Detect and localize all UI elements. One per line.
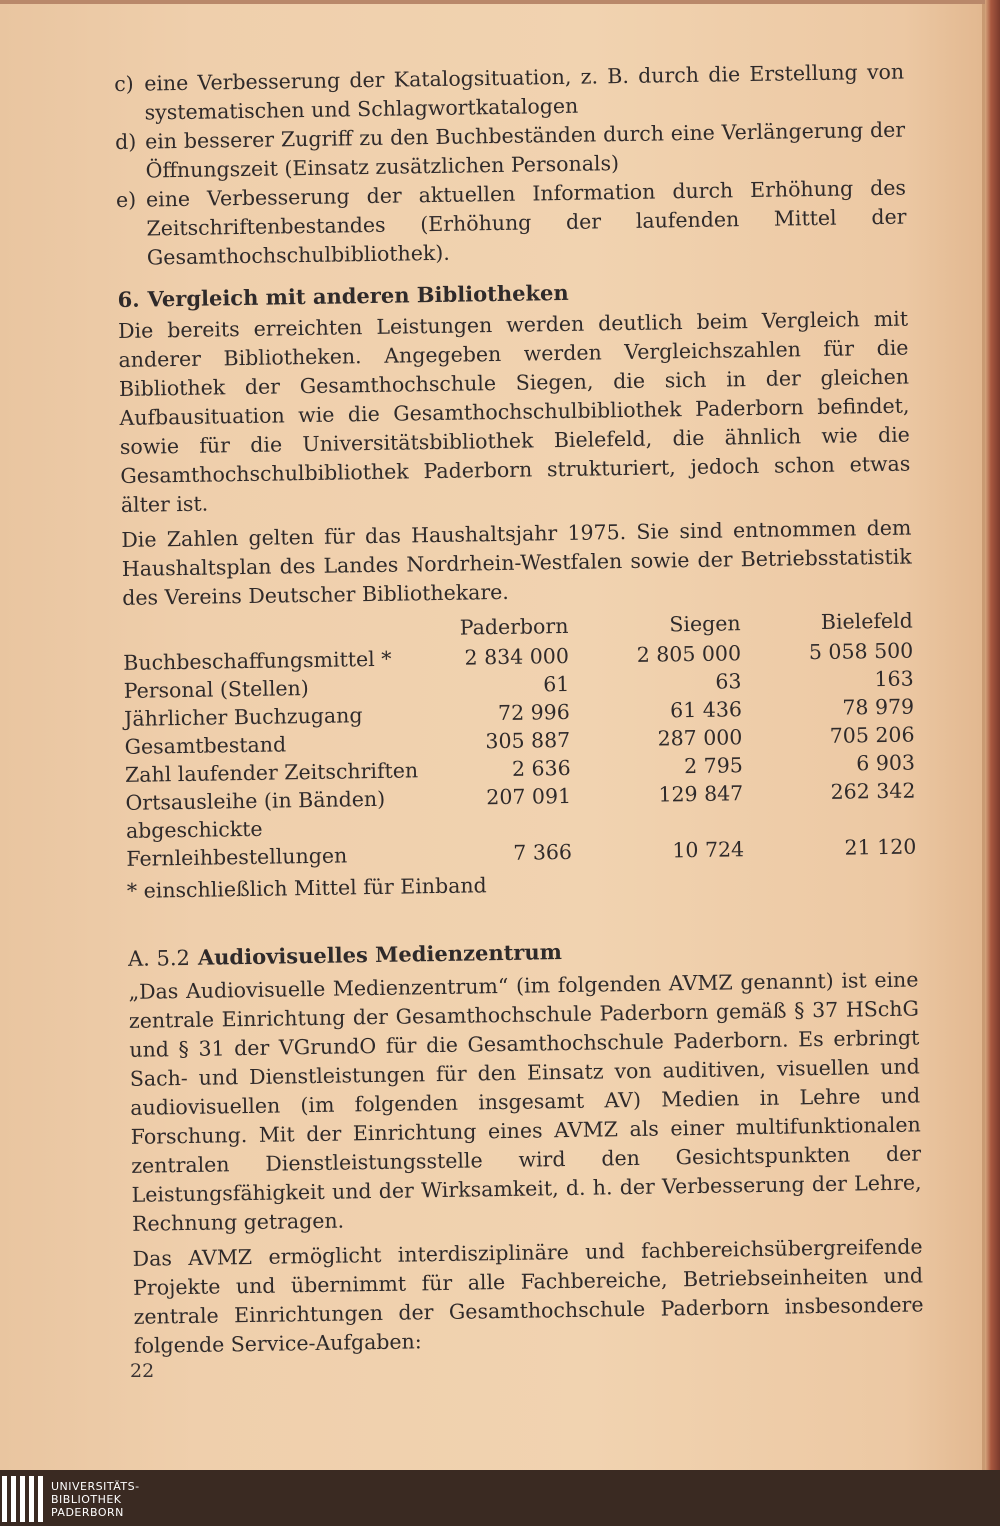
page-top-edge	[0, 0, 985, 4]
column-header-bielefeld: Bielefeld	[820, 608, 913, 634]
logo-text: UNIVERSITÄTS- BIBLIOTHEK PADERBORN	[51, 1479, 140, 1519]
section-title: Vergleich mit anderen Bibliotheken	[147, 279, 569, 312]
list-text: ein besserer Zugriff zu den Buchbeständen durch eine Verlängerung der Öffnungszeit (Einsatz zusätzlichen Personals)	[144, 117, 906, 183]
cell-paderborn: 2 834 000	[464, 643, 570, 670]
cell-siegen: 129 847	[658, 781, 744, 807]
cell-paderborn: 207 091	[486, 783, 572, 810]
section-6-paragraph-1: Die bereits erreichten Leistungen werden deutlich beim Vergleich mit anderer Bibliotheken. Angegeben werden Vergleichszahlen für die Bibliothek der Gesamthochschule Siegen, die sich in der gleichen Aufbausituation wie die Gesamthochschulbibliothek Paderborn befindet, sowie für die Universitätsbibliothek Bielefeld, die ähnlich wie die Gesamthochschulbibliothek Paderborn strukturiert, jedoch schon etwas älter ist.	[117, 306, 911, 517]
list-marker: d)	[114, 129, 137, 154]
section-a52-paragraph-2: Das AVMZ ermöglicht interdisziplinäre und fachbereichsübergreifende Projekte und übernimmt für alle Fachbereiche, Betriebseinheiten und zentrale Einrichtungen der Gesamthochschule Paderborn insbesondere folgende Service-Aufgaben:	[132, 1234, 924, 1358]
cell-siegen: 2 795	[683, 753, 743, 779]
cell-siegen: 2 805 000	[636, 641, 742, 667]
section-number: A. 5.2	[127, 945, 191, 971]
logo-bars-icon	[2, 1476, 43, 1522]
page-number: 22	[130, 1360, 155, 1382]
list-marker: c)	[114, 71, 134, 96]
cell-bielefeld: 78 979	[842, 694, 915, 720]
list-text: eine Verbesserung der Katalogsituation, z. B. durch die Erstellung von systematischen und Schlagwortkatalogen	[144, 59, 905, 125]
row-label: Gesamtbestand	[124, 732, 287, 759]
cell-siegen: 10 724	[672, 837, 745, 863]
row-label: Ortsausleihe (in Bänden)	[125, 786, 386, 815]
cell-bielefeld: 5 058 500	[808, 638, 914, 665]
cell-paderborn: 61	[543, 671, 570, 697]
cell-bielefeld: 21 120	[844, 834, 917, 860]
row-label: abgeschickte Fernleihbestellungen	[125, 816, 348, 871]
section-a52-paragraph-1: „Das Audiovisuelle Medienzentrum“ (im folgenden AVMZ genannt) ist eine zentrale Einrichtung der Gesamthochschule Paderborn gemäß § 37 HSchG und § 31 der VGrundO für die Gesamthochschule Paderborn. Es erbringt Sach- und Dienstleistungen für den Einsatz von auditiven, visuellen und audiovisuellen (im folgenden insgesamt AV) Medien in Lehre und Forschung. Mit der Einrichtung eines AVMZ als einer multifunktionalen zentralen Dienstleistungsstelle wird den Gesichtspunkten der Leistungsfähigkeit und der Wirksamkeit, d. h. der Verbesserung der Lehre, Rechnung getragen.	[128, 967, 922, 1236]
cell-paderborn: 72 996	[497, 699, 570, 726]
cell-bielefeld: 6 903	[856, 750, 916, 776]
cell-paderborn: 2 636	[511, 755, 571, 781]
cell-siegen: 61 436	[670, 697, 743, 723]
page-content	[114, 58, 924, 1367]
cell-bielefeld: 163	[874, 666, 914, 692]
section-number: 6.	[117, 286, 140, 312]
footer-bar	[0, 1470, 1000, 1526]
row-label: Zahl laufender Zeitschriften	[124, 758, 419, 787]
list-text: eine Verbesserung der aktuellen Information durch Erhöhung des Zeitschriftenbestandes (Erhöhung der laufenden Mittel der Gesamthochschulbibliothek).	[145, 175, 907, 270]
column-header-siegen: Siegen	[669, 611, 741, 637]
cell-siegen: 287 000	[657, 725, 743, 751]
column-header-paderborn: Paderborn	[459, 613, 569, 640]
row-label: Jährlicher Buchzugang	[124, 703, 363, 731]
cell-siegen: 63	[715, 669, 742, 694]
cell-paderborn: 305 887	[485, 727, 571, 754]
book-spine-edge	[985, 0, 1000, 1470]
comparison-table	[123, 607, 917, 873]
table-row	[126, 804, 917, 872]
cell-bielefeld: 705 206	[829, 722, 915, 748]
cell-paderborn: 7 366	[513, 839, 573, 865]
library-logo	[2, 1474, 140, 1524]
section-6-paragraph-2: Die Zahlen gelten für das Haushaltsjahr 1975. Sie sind entnommen dem Haushaltsplan des Landes Nordrhein-Westfalen sowie der Betriebsstatistik des Vereins Deutscher Bibliothekare.	[121, 515, 912, 610]
table-footnote: * einschließlich Mittel für Einband	[126, 873, 487, 903]
list-marker: e)	[115, 187, 137, 212]
section-title: Audiovisuelles Medienzentrum	[197, 939, 563, 970]
cell-bielefeld: 262 342	[830, 778, 916, 804]
row-label: Buchbeschaffungsmittel *	[123, 646, 392, 675]
list-item-e	[116, 174, 907, 273]
row-label: Personal (Stellen)	[123, 676, 309, 703]
